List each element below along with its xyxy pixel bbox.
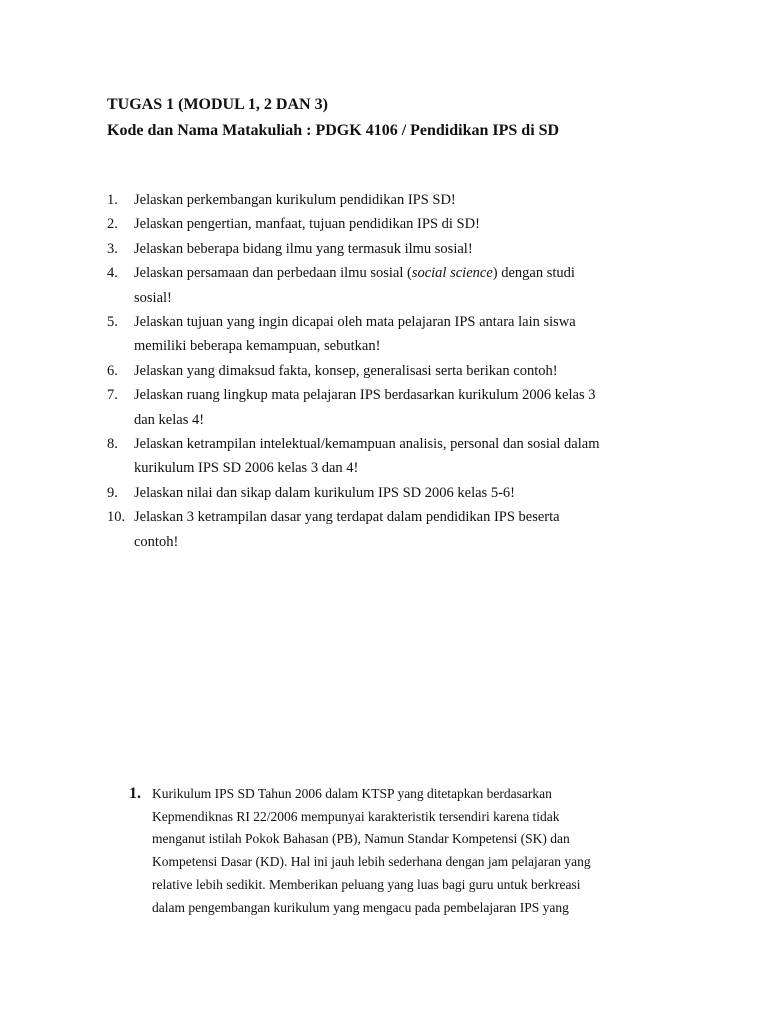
question-item	[107, 188, 667, 212]
question-number: 1.	[107, 192, 118, 208]
question-item	[107, 481, 667, 505]
question-text: Jelaskan nilai dan sikap dalam kurikulum IPS SD 2006 kelas 5-6!	[134, 484, 515, 501]
question-number: 7.	[107, 387, 118, 404]
question-text: Jelaskan ketrampilan intelektual/kemampuan analisis, personal dan sosial dalam kurikulum IPS SD 2006 kelas 3 dan 4!	[134, 436, 600, 477]
question-text: Jelaskan tujuan yang ingin dicapai oleh mata pelajaran IPS antara lain siswa memiliki beberapa kemampuan, sebutkan!	[134, 314, 576, 355]
question-number: 5.	[107, 314, 118, 331]
question-number: 6.	[107, 362, 118, 379]
assignment-title: TUGAS 1 (MODUL 1, 2 DAN 3)	[107, 96, 328, 113]
question-number: 3.	[107, 240, 118, 257]
answer-text: Kurikulum IPS SD Tahun 2006 dalam KTSP yang ditetapkan berdasarkan Kepmendiknas RI 22/2006 mempunyai karakteristik tersendiri karena tidak menganut istilah Pokok Bahasan (PB), Namun Standar Kompetensi (SK) dan Kompetensi Dasar (KD). Hal ini jauh lebih sederhana dengan jam pelajaran yang relative lebih sedikit. Memberikan peluang yang luas bagi guru untuk berkreasi dalam pengembangan kurikulum yang mengacu pada pembelajaran IPS yang	[152, 786, 591, 915]
question-number: 10.	[107, 509, 126, 526]
answer-section	[129, 783, 649, 919]
question-number: 8.	[107, 436, 118, 453]
question-text: Jelaskan beberapa bidang ilmu yang termasuk ilmu sosial!	[134, 240, 473, 257]
course-code-and-name: Kode dan Nama Matakuliah : PDGK 4106 / Pendidikan IPS di SD	[107, 122, 560, 139]
answer-number: 1.	[129, 785, 141, 802]
question-text: Jelaskan 3 ketrampilan dasar yang terdapat dalam pendidikan IPS beserta contoh!	[134, 509, 560, 550]
assignment-header	[107, 92, 559, 144]
question-item	[107, 383, 667, 432]
question-number: 2.	[107, 216, 118, 233]
question-number: 4.	[107, 265, 118, 282]
italic-term: social science	[411, 265, 493, 282]
question-item	[107, 212, 667, 236]
question-text: Jelaskan pengertian, manfaat, tujuan pendidikan IPS di SD!	[134, 216, 480, 233]
question-item	[107, 432, 667, 481]
question-text: Jelaskan yang dimaksud fakta, konsep, generalisasi serta berikan contoh!	[134, 362, 558, 379]
question-text: Jelaskan persamaan dan perbedaan ilmu sosial (social science) dengan studi sosial!	[134, 265, 575, 306]
question-text: Jelaskan perkembangan kurikulum pendidikan IPS SD!	[134, 192, 456, 208]
question-item	[107, 237, 667, 261]
question-list	[107, 188, 667, 554]
question-item	[107, 505, 667, 554]
question-item	[107, 310, 667, 359]
question-number: 9.	[107, 484, 118, 501]
question-item	[107, 359, 667, 383]
question-item	[107, 261, 667, 310]
question-text: Jelaskan ruang lingkup mata pelajaran IPS berdasarkan kurikulum 2006 kelas 3 dan kelas 4!	[134, 387, 596, 428]
